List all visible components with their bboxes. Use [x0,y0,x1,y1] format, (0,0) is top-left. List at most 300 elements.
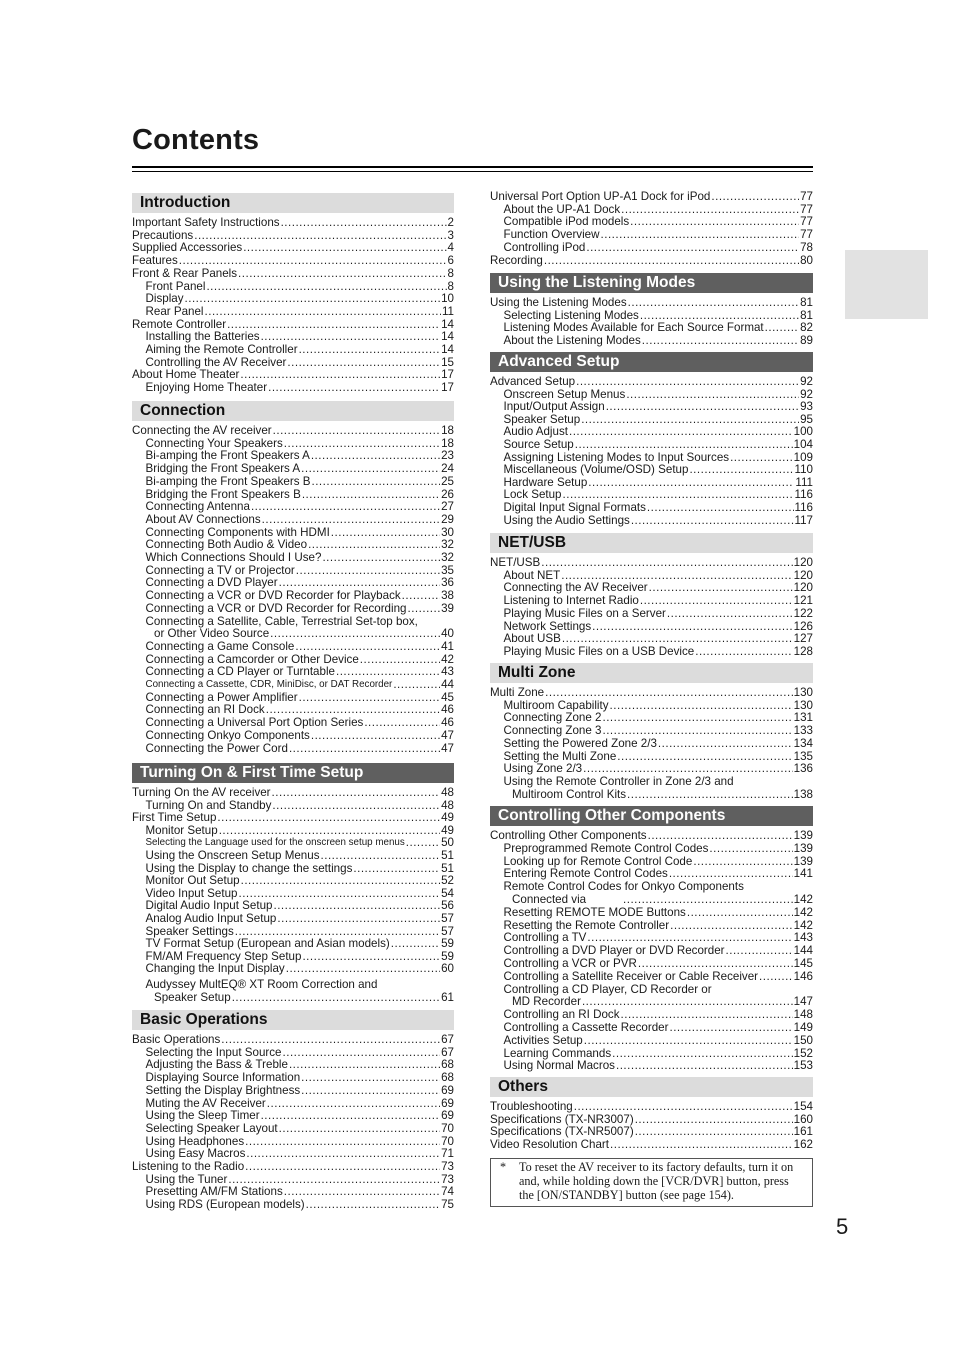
toc-entry[interactable] [132,1147,454,1160]
toc-entry-label: Bridging the Front Speakers A [145,462,301,476]
toc-entry[interactable] [490,686,813,699]
toc-entry-label: Using Zone 2/3 [503,762,583,776]
toc-entry[interactable] [132,368,454,381]
toc-entry-page: 149 [793,1021,813,1034]
toc-entry-page: 73 [441,1160,454,1173]
toc-entry-label: Analog Audio Input Setup [145,912,277,925]
toc-entry-page: 52 [441,874,454,888]
toc-entry[interactable] [132,241,454,254]
toc-entry-label: Precautions [132,228,194,242]
toc-leader-dots [635,1125,793,1138]
toc-entry-page: 42 [441,652,454,666]
toc-entry-page: 61 [441,990,454,1004]
toc-leader-dots [302,950,440,963]
toc-entry[interactable] [132,551,454,564]
toc-entry[interactable] [132,330,454,343]
toc-leader-dots [695,645,792,658]
toc-entry[interactable] [132,836,454,849]
toc-entry-page: 71 [441,1147,454,1161]
toc-entry-page: 14 [441,330,454,344]
toc-entry[interactable] [490,724,813,737]
toc-entry[interactable] [132,786,454,799]
toc-leader-dots [273,899,440,912]
toc-entry[interactable] [490,957,813,970]
toc-entry-page: 121 [793,594,813,608]
toc-entry-page: 14 [441,317,454,331]
toc-entry[interactable] [490,645,813,658]
toc-entry[interactable] [132,899,454,912]
toc-leader-dots [262,513,440,526]
toc-entry-label: Setting the Display Brightness [145,1083,301,1097]
toc-entry-page: 139 [793,829,813,842]
toc-leader-dots [647,501,794,514]
toc-entry-label: Controlling a VCR or PVR [503,957,637,970]
toc-entry-page: 35 [441,563,454,577]
toc-entry[interactable] [490,215,813,228]
toc-leader-dots [635,1113,793,1126]
toc-entry[interactable] [490,944,813,957]
toc-entry-label: Which Connections Should I Use? [145,551,322,564]
toc-entry-page: 92 [800,375,813,388]
toc-leader-dots [587,931,792,944]
toc-entry[interactable] [132,811,454,824]
toc-entry-label: Assigning Listening Modes to Input Sources [503,450,730,464]
toc-entry[interactable] [490,241,813,254]
toc-entry-label: Controlling iPod [503,240,586,254]
toc-leader-dots [759,970,793,983]
toc-leader-dots [289,742,440,755]
toc-entry[interactable] [132,1084,454,1097]
toc-entry-label: Connecting Onkyo Components [145,728,310,742]
toc-entry[interactable] [132,978,454,991]
toc-entry[interactable] [132,824,454,837]
toc-entry[interactable] [132,703,454,716]
toc-entry[interactable] [490,451,813,464]
toc-leader-dots [582,995,793,1008]
toc-entry[interactable] [132,538,454,551]
section-heading-net-usb: NET/USB [490,533,813,553]
toc-entry[interactable] [490,581,813,594]
toc-entry[interactable] [490,880,813,893]
toc-leader-dots [266,703,440,716]
toc-entry[interactable] [132,513,454,526]
toc-entry[interactable] [132,653,454,666]
toc-entry-label: Looking up for Remote Control Code [503,854,693,868]
toc-entry[interactable] [132,356,454,369]
toc-entry-page: 8 [447,266,454,280]
toc-entry[interactable] [132,488,454,501]
toc-entry[interactable] [132,991,454,1004]
toc-leader-dots [640,594,793,607]
toc-entry[interactable] [132,1122,454,1135]
toc-leader-dots [281,216,447,229]
toc-entry-page: 122 [793,606,813,620]
toc-leader-dots [206,280,446,293]
section-heading-advanced-setup: Advanced Setup [490,352,813,372]
toc-entry-label: Controlling a TV [503,931,587,945]
toc-leader-dots [277,912,440,925]
toc-entry[interactable] [490,1100,813,1113]
toc-entry-page: 18 [441,436,454,450]
toc-entry[interactable] [490,788,813,801]
toc-entry[interactable] [132,849,454,862]
toc-entry[interactable] [490,995,813,1008]
toc-leader-dots [627,788,793,801]
toc-entry[interactable] [132,874,454,887]
toc-entry[interactable] [132,1046,454,1059]
toc-entry-label: Connecting Both Audio & Video [145,538,308,552]
toc-entry-page: 43 [441,665,454,679]
toc-entry-page: 24 [441,462,454,476]
toc-leader-dots [669,1021,792,1034]
toc-leader-dots [713,983,812,996]
toc-entry-label: Connecting Antenna [145,500,250,514]
toc-entry-page: 120 [793,556,813,569]
toc-entry[interactable] [490,711,813,724]
toc-leader-dots [321,849,441,862]
toc-entry-label: Using the Audio Settings [503,513,630,527]
toc-entry-label: Multiroom Capability [503,698,609,712]
toc-entry-page: 50 [441,836,454,850]
toc-entry-label: Specifications (TX-NR3007) [490,1112,634,1126]
toc-entry[interactable] [490,855,813,868]
toc-entry-page: 68 [441,1071,454,1085]
toc-entry-label: Monitor Setup [145,823,218,837]
toc-entry-page: 6 [447,254,454,268]
toc-entry-label: Remote Controller [132,317,227,331]
toc-entry[interactable] [490,931,813,944]
toc-entry-label: Connecting a Cassette, CDR, MiniDisc, or DAT Recorder [145,679,393,690]
toc-entry[interactable] [490,388,813,401]
toc-entry-label: Selecting Listening Modes [503,308,639,322]
toc-entry[interactable] [490,228,813,241]
toc-leader-dots [669,867,793,880]
toc-entry[interactable] [490,699,813,712]
toc-entry[interactable] [132,424,454,437]
toc-leader-dots [621,203,799,216]
toc-entry-page: 143 [793,931,813,945]
toc-entry[interactable] [490,842,813,855]
toc-entry[interactable] [132,1173,454,1186]
toc-entry[interactable] [490,906,813,919]
toc-leader-dots [544,254,799,267]
toc-entry-label: Controlling a Satellite Receiver or Cable Receiver [503,969,759,983]
toc-entry-page: 138 [793,787,813,801]
toc-entry-page: 68 [441,1058,454,1072]
toc-leader-dots [709,842,792,855]
toc-entry[interactable] [132,627,454,640]
toc-entry[interactable] [490,438,813,451]
toc-leader-dots [584,1034,793,1047]
toc-entry[interactable] [490,296,813,309]
toc-entry-page: 152 [793,1046,813,1060]
toc-entry[interactable] [132,292,454,305]
toc-entry[interactable] [490,762,813,775]
toc-entry-page: 60 [441,962,454,976]
toc-entry[interactable] [490,1021,813,1034]
toc-entry[interactable] [490,1113,813,1126]
toc-entry[interactable] [490,488,813,501]
toc-entry[interactable] [132,229,454,242]
toc-entry-page: 11 [441,304,454,318]
toc-entry-page: 8 [447,279,454,293]
toc-entry-label: About Home Theater [132,368,240,382]
reset-note [490,1158,813,1207]
toc-leader-dots [301,462,440,475]
toc-entry[interactable] [132,615,454,628]
toc-entry[interactable] [490,983,813,996]
toc-entry[interactable] [132,576,454,589]
toc-leader-dots [649,581,793,594]
toc-entry[interactable] [132,799,454,812]
toc-entry-label: Lock Setup [503,488,562,502]
toc-entry[interactable] [132,640,454,653]
toc-entry[interactable] [132,678,454,691]
toc-entry[interactable] [490,556,813,569]
toc-leader-dots [228,1173,440,1186]
toc-entry-page: 46 [441,716,454,730]
toc-leader-dots [610,699,793,712]
toc-entry-label: TV Format Setup (European and Asian models) [145,937,390,951]
toc-entry-page: 57 [441,912,454,925]
toc-entry[interactable] [490,309,813,322]
toc-entry[interactable] [490,919,813,932]
toc-entry[interactable] [490,594,813,607]
toc-leader-dots [640,309,799,322]
toc-leader-dots [295,640,440,653]
toc-entry-page: 74 [441,1185,454,1199]
toc-entry-page: 29 [441,512,454,526]
toc-entry-label: Bi-amping the Front Speakers A [145,449,310,463]
toc-leader-dots [287,356,440,369]
toc-entry[interactable] [490,400,813,413]
toc-entry-page: 14 [441,343,454,356]
toc-entry[interactable] [490,254,813,267]
toc-entry-page: 18 [441,424,454,437]
toc-entry-page: 32 [441,538,454,552]
toc-entry[interactable] [490,501,813,514]
toc-entry-label: Listening to Internet Radio [503,594,639,608]
toc-entry[interactable] [132,305,454,318]
toc-entry[interactable] [132,526,454,539]
toc-entry-page: 150 [793,1033,813,1047]
toc-entry[interactable] [490,775,813,788]
toc-entry[interactable] [490,413,813,426]
toc-entry-label: Connecting a DVD Player [145,576,278,590]
section-heading-controlling-other-components: Controlling Other Components [490,806,813,826]
toc-entry[interactable] [132,1198,454,1211]
toc-entry-page: 120 [793,581,813,595]
toc-entry[interactable] [132,716,454,729]
toc-entry[interactable] [132,1033,454,1046]
toc-entry-page: 104 [793,438,813,451]
toc-entry-page: 23 [441,449,454,463]
toc-entry[interactable] [132,1058,454,1071]
toc-entry[interactable] [490,1008,813,1021]
toc-entry[interactable] [490,750,813,763]
toc-entry-label: Front Panel [145,279,206,293]
toc-entry-page: 78 [800,240,813,254]
toc-leader-dots [687,906,793,919]
toc-entry[interactable] [132,691,454,704]
toc-entry[interactable] [490,1125,813,1138]
toc-leader-dots [261,330,441,343]
toc-entry-label: Miscellaneous (Volume/OSD) Setup [503,463,689,477]
toc-entry[interactable] [490,476,813,489]
toc-entry-label: Listening Modes Available for Each Source Format [503,321,764,335]
toc-entry-page: 109 [793,450,813,464]
toc-entry[interactable] [490,867,813,880]
title-rule [132,166,813,168]
toc-entry[interactable] [132,1160,454,1173]
toc-entry[interactable] [132,589,454,602]
toc-entry-page: 82 [800,321,813,335]
toc-entry[interactable] [132,742,454,755]
toc-entry-label: Digital Input Signal Formats [503,501,646,514]
toc-entry[interactable] [132,267,454,280]
toc-leader-dots [286,962,440,975]
toc-entry[interactable] [132,1109,454,1122]
toc-entry-page: 39 [441,601,454,615]
toc-entry-page: 130 [793,698,813,712]
toc-entry[interactable] [132,475,454,488]
toc-entry[interactable] [132,500,454,513]
section-heading-turning-on-first-time-setup: Turning On & First Time Setup [132,763,454,783]
toc-entry[interactable] [132,862,454,875]
toc-leader-dots [302,488,440,501]
toc-leader-dots [765,321,799,334]
toc-entry[interactable] [132,216,454,229]
toc-entry-label: Muting the AV Receiver [145,1096,266,1110]
toc-entry-page: 100 [793,425,813,439]
toc-leader-dots [360,653,440,666]
toc-entry[interactable] [490,1047,813,1060]
toc-entry-label: Connecting a Game Console [145,639,295,653]
toc-entry[interactable] [132,925,454,938]
toc-entry-label: Controlling a CD Player, CD Recorder or [503,982,712,996]
toc-entry-page: 56 [441,899,454,913]
toc-entry[interactable] [490,203,813,216]
toc-entry-label: Controlling a DVD Player or DVD Recorder [503,944,725,958]
toc-entry[interactable] [490,375,813,388]
toc-leader-dots [205,305,441,318]
toc-entry[interactable] [132,1135,454,1148]
toc-entry[interactable] [490,569,813,582]
toc-leader-dots [378,978,453,991]
toc-entry[interactable] [132,912,454,925]
toc-entry[interactable] [132,962,454,975]
toc-entry[interactable] [132,887,454,900]
section-heading-using-the-listening-modes: Using the Listening Modes [490,273,813,293]
toc-entry-page: 80 [800,253,813,267]
toc-entry-page: 48 [441,798,454,812]
toc-entry-page: 144 [793,944,813,958]
toc-entry[interactable] [490,632,813,645]
toc-entry-page: 142 [793,905,813,919]
toc-leader-dots [569,425,793,438]
toc-leader-dots [574,1100,793,1113]
toc-leader-dots [299,343,441,356]
toc-entry[interactable] [132,1185,454,1198]
toc-entry[interactable] [132,437,454,450]
toc-entry[interactable] [490,1059,813,1072]
toc-entry-page: 133 [793,724,813,738]
toc-entry[interactable] [490,829,813,842]
toc-entry-page: 48 [441,786,454,799]
toc-entry-page: 45 [441,690,454,704]
toc-leader-dots [630,215,799,228]
toc-entry[interactable] [132,1097,454,1110]
toc-leader-dots [610,1138,793,1151]
toc-entry-label: Monitor Out Setup [145,874,240,888]
toc-entry-page: 59 [441,937,454,951]
toc-entry[interactable] [132,462,454,475]
toc-entry[interactable] [132,1071,454,1084]
toc-entry-label: Connecting a CD Player or Turntable [145,665,335,679]
toc-entry[interactable] [132,254,454,267]
toc-entry-label: Playing Music Files on a USB Device [503,644,695,658]
toc-entry-label: Speaker Setup [503,412,581,426]
toc-entry[interactable] [490,190,813,203]
toc-entry[interactable] [132,564,454,577]
toc-entry-label: Connecting an RI Dock [145,703,265,717]
toc-entry[interactable] [490,514,813,527]
toc-leader-dots [301,1071,440,1084]
toc-entry[interactable] [490,463,813,476]
toc-entry-page: 89 [800,334,813,348]
toc-entry-label: Input/Output Assign [503,400,605,414]
toc-leader-dots [296,564,440,577]
toc-leader-dots [730,451,793,464]
toc-entry-label: Multi Zone [490,686,545,699]
toc-entry[interactable] [132,280,454,293]
toc-entry[interactable] [132,950,454,963]
toc-entry-label: Connecting a TV or Projector [145,563,295,577]
page-number: 5 [836,1214,849,1239]
toc-entry-label: Using the Display to change the settings [145,861,353,875]
toc-entry[interactable] [490,425,813,438]
toc-entry[interactable] [132,318,454,331]
toc-entry[interactable] [132,449,454,462]
toc-entry[interactable] [490,334,813,347]
toc-entry[interactable] [490,620,813,633]
toc-entry[interactable] [490,321,813,334]
toc-entry-page: 73 [441,1172,454,1186]
toc-entry[interactable] [132,343,454,356]
toc-entry[interactable] [490,1138,813,1151]
toc-leader-dots [601,228,800,241]
toc-entry-label: Installing the Batteries [145,330,260,344]
toc-entry-page: 27 [441,500,454,514]
toc-entry[interactable] [132,665,454,678]
toc-leader-dots [745,880,812,893]
toc-entry-page: 69 [441,1083,454,1097]
toc-entry[interactable] [490,893,813,906]
toc-entry[interactable] [490,1034,813,1047]
toc-entry[interactable] [132,602,454,615]
toc-entry-label: Changing the Input Display [145,962,285,976]
toc-entry-page: 77 [800,228,813,242]
toc-entry[interactable] [490,737,813,750]
toc-entry[interactable] [132,729,454,742]
toc-entry[interactable] [132,937,454,950]
toc-entry-label: Multiroom Control Kits [512,787,627,801]
toc-entry[interactable] [490,970,813,983]
toc-entry[interactable] [132,381,454,394]
toc-entry-page: 93 [800,400,813,414]
toc-entry[interactable] [490,607,813,620]
toc-entry-page: 25 [441,474,454,488]
